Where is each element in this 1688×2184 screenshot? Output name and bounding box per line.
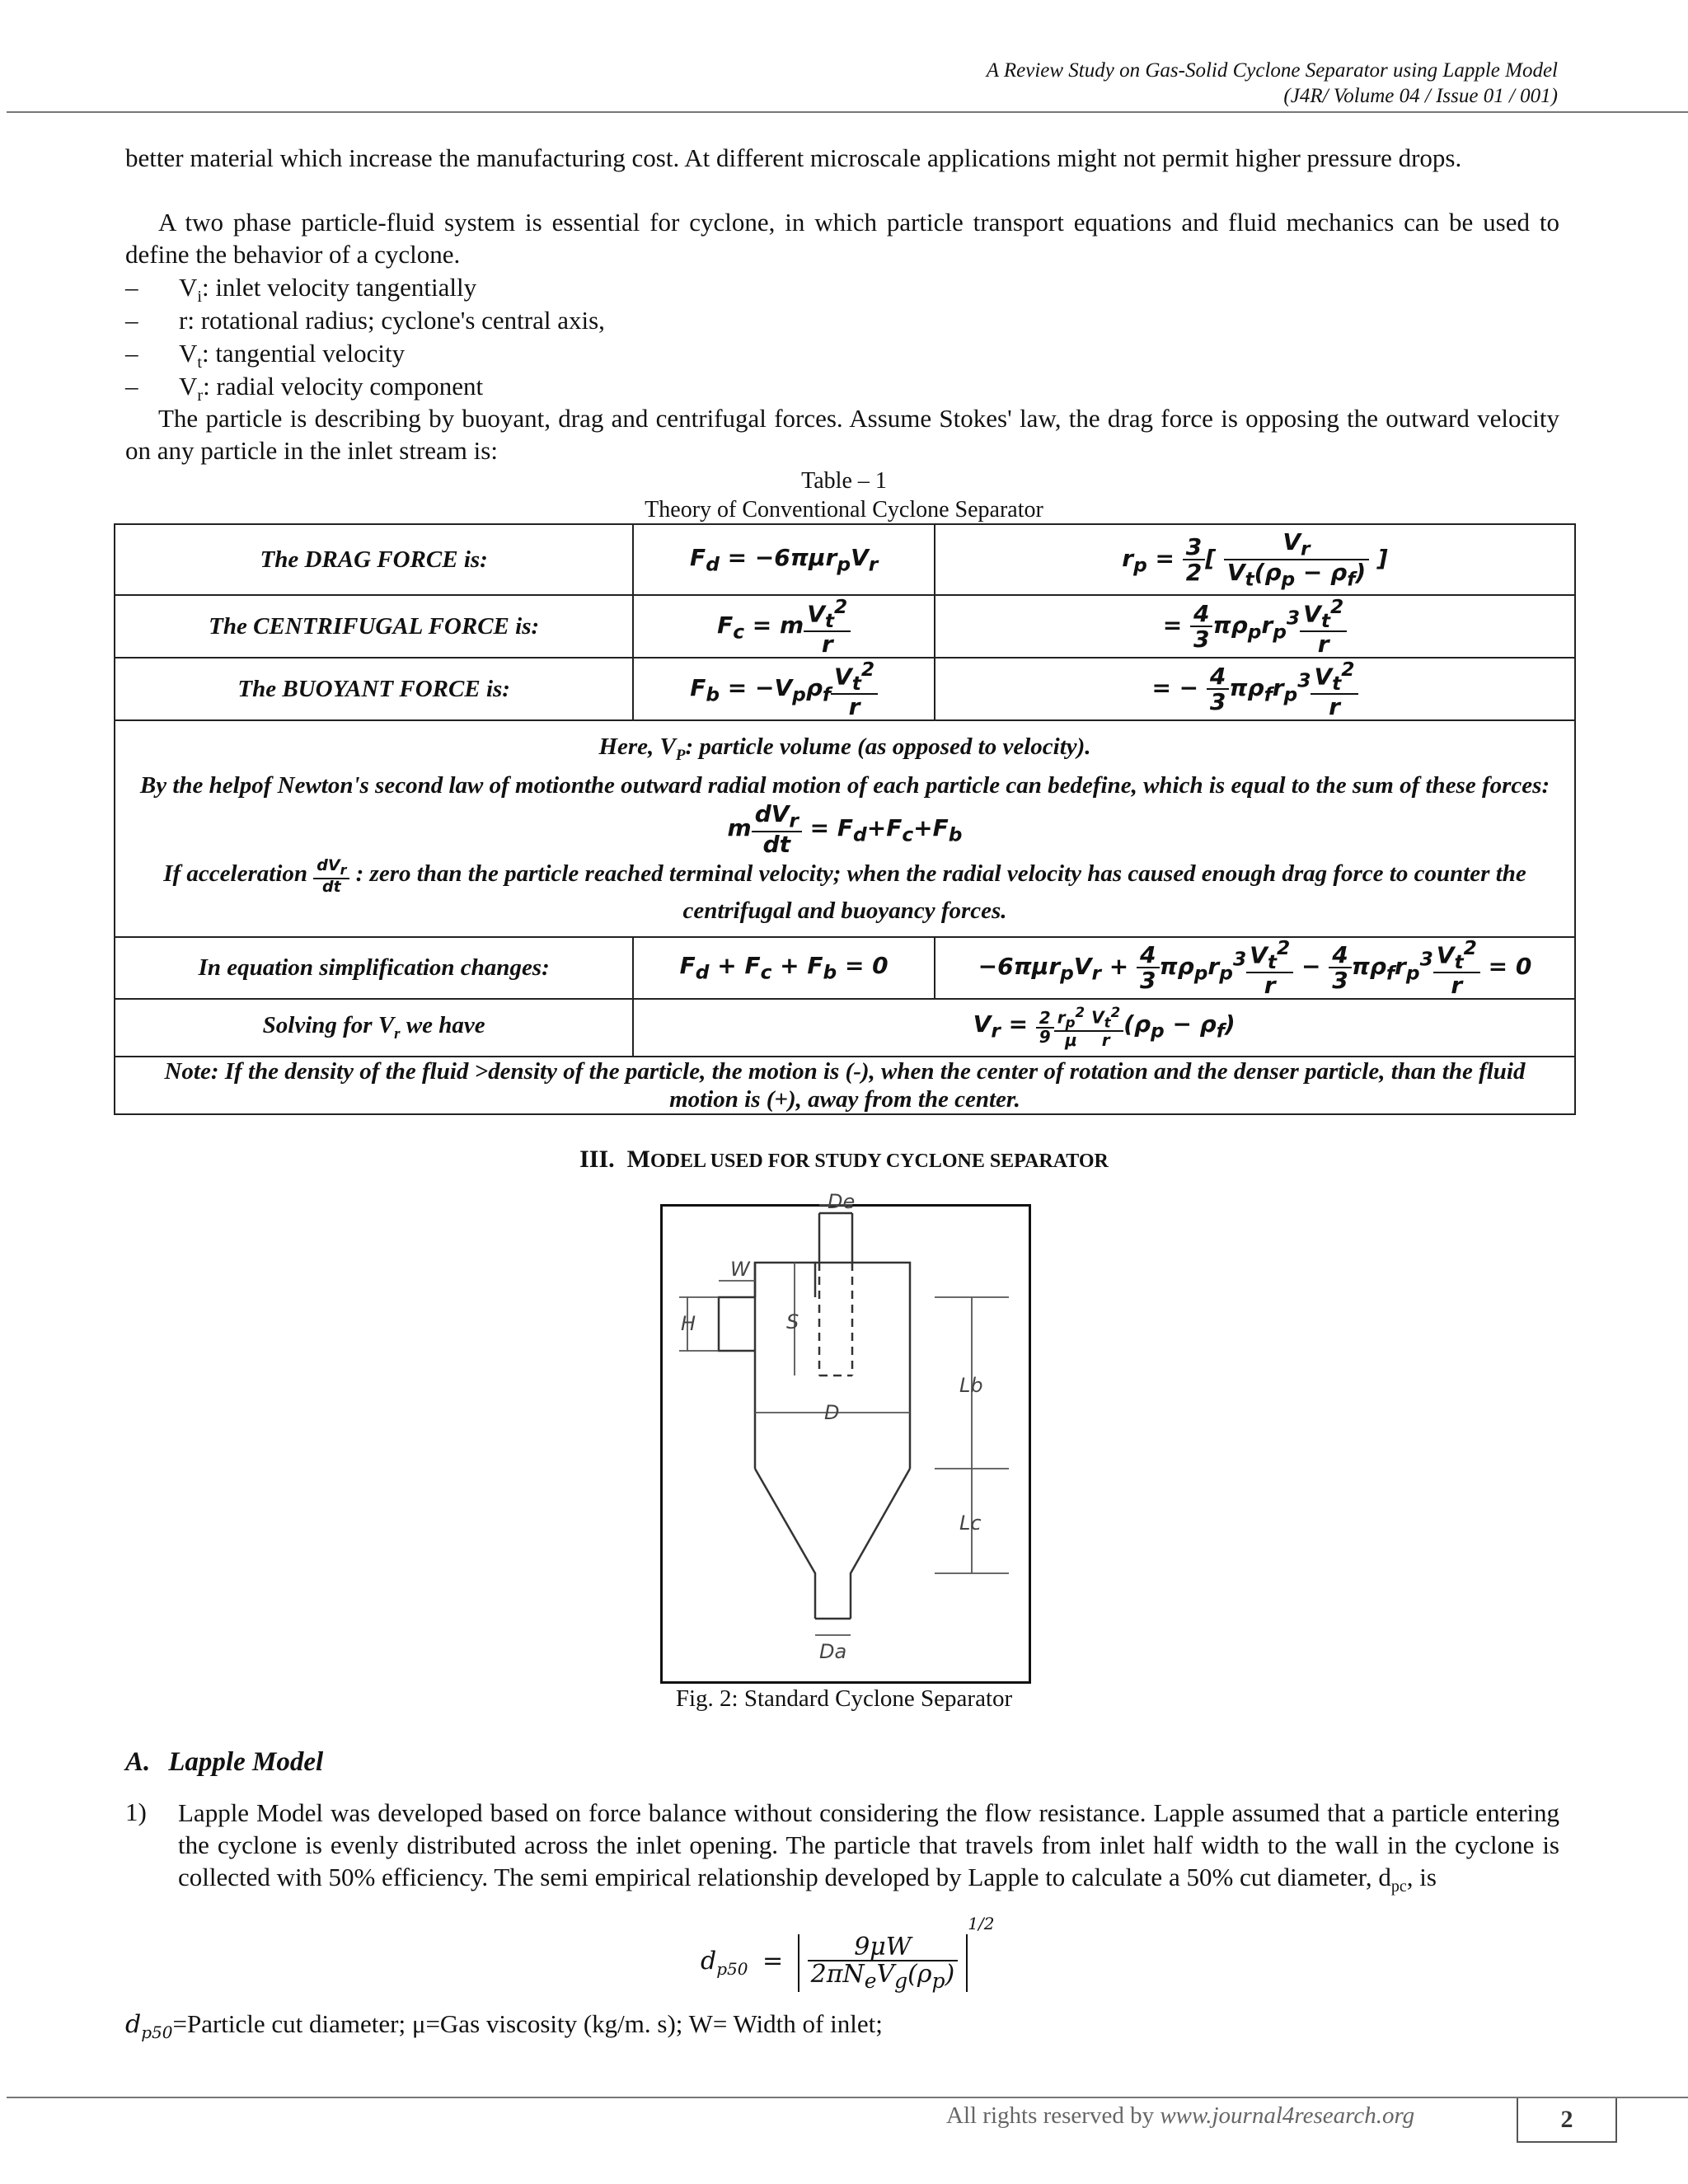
- lapple-item-number: 1): [125, 1797, 147, 1826]
- bullet-item: – r: rotational radius; cyclone's central axis,: [125, 306, 605, 335]
- newton-explanation-cell: [115, 720, 1575, 937]
- table-caption: [0, 466, 1688, 524]
- density-note: Note: If the density of the fluid >density of the particle, the motion is (-), when the center of rotation and the denser particle, than the fluid motion is (+), away from the center.: [115, 1057, 1575, 1114]
- table-row: [115, 999, 1575, 1057]
- lapple-equation: $d_{p50}$ = $\frac{9\mu W}{2\pi N_eV_g(\rho_p)}$ $^{1/2}$: [701, 1914, 995, 1994]
- table-label: Table – 1: [801, 468, 887, 494]
- intro-paragraph-2: A two phase particle-fluid system is essential for cyclone, in which particle transport equations and fluid mechanics can be used to define the behavior of a cyclone.: [125, 208, 1559, 269]
- lapple-paragraph: Lapple Model was developed based on force balance without considering the flow resistance. Lapple assumed that a particle entering the cyclone is evenly distributed across the inlet opening. The particle that travels from inlet half width to the wall in the cyclone is collected with 50% efficiency. The semi empirical relationship developed by Lapple to calculate a 50% cut diameter, $d_{pc}$, is: [178, 1798, 1559, 1896]
- buoyant-force-expansion: = − $\frac{4}{3}$ $\pi\rho_fr_p^3$ $\frac{V_t^2}{r}$: [935, 658, 1575, 720]
- label-Lc: Lc: [959, 1511, 982, 1535]
- cyclone-diagram: [663, 1190, 1029, 1681]
- table-row: [115, 524, 1575, 595]
- bullet-item: – $V_i$: inlet velocity tangentially: [125, 273, 477, 307]
- header-issue: (J4R/ Volume 04 / Issue 01 / 001): [1283, 85, 1558, 107]
- running-header: [987, 58, 1558, 109]
- label-Da: Da: [819, 1640, 847, 1663]
- intro-paragraph-3: The particle is describing by buoyant, drag and centrifugal forces. Assume Stokes' law, the drag force is opposing the outward velocity on any particle in the inlet stream is:: [125, 404, 1559, 465]
- particle-radius-equation: $r_p$ = $\frac{3}{2}$ [ $\frac{V_r}{V_t(\rho_p - \rho_f)}$ ]: [935, 524, 1575, 595]
- centrifugal-force-label: The CENTRIFUGAL FORCE is:: [115, 595, 633, 658]
- footer-link[interactable]: www.journal4research.org: [1160, 2102, 1415, 2129]
- header-title: A Review Study on Gas-Solid Cyclone Separator using Lapple Model: [986, 59, 1558, 82]
- label-S: S: [786, 1310, 799, 1333]
- terminal-velocity-text: If acceleration $\frac{dV_r}{dt}$ : zero than the particle reached terminal velocity; when the radial velocity has caused enough drag force to counter the centrifugal and buoyancy forces.: [163, 856, 1526, 924]
- table-row: [115, 937, 1575, 999]
- footer-rule: [7, 2097, 1688, 2098]
- solving-label: Solving for $V_r$ we have: [115, 999, 633, 1057]
- inlet-outline: [755, 1263, 815, 1297]
- drag-force-label: The DRAG FORCE is:: [115, 524, 633, 595]
- expanded-balance-equation: $-6\pi\mu r_pV_r$ + $\frac{4}{3}$ $\pi\rho_pr_p^3$ $\frac{V_t^2}{r}$ − $\frac{4}{3}$ $\pi\rho_fr_p^3$ $\frac{V_t^2}{r}$ = 0: [935, 937, 1575, 999]
- subsection-heading: A. Lapple Model: [125, 1747, 324, 1777]
- lapple-definitions: $d_{p50}=Particle$ cut diameter; μ=Gas viscosity (kg/m. s); W= Width of inlet;: [125, 2009, 883, 2042]
- label-D: D: [824, 1401, 840, 1424]
- label-Lb: Lb: [959, 1374, 983, 1397]
- label-De: De: [828, 1190, 856, 1213]
- centrifugal-force-equation: $F_c = m$ $\frac{V_t^2}{r}$: [633, 595, 935, 658]
- centrifugal-force-expansion: = $\frac{4}{3}$ $\pi\rho_pr_p^3$ $\frac{V_t^2}{r}$: [935, 595, 1575, 658]
- force-balance-equation: $F_d + F_c + F_b = 0$: [633, 937, 935, 999]
- drag-force-equation: $F_d = -6\pi\mu r_pV_r$: [633, 524, 935, 595]
- inlet-duct: [719, 1297, 755, 1351]
- cone-right: [851, 1469, 910, 1619]
- vortex-finder: [819, 1213, 852, 1263]
- particle-volume-note: Here, $V_P$: particle volume (as opposed to velocity).: [598, 733, 1091, 764]
- newton-text: By the helpof Newton's second law of motionthe outward radial motion of each particle can bedefine, which is equal to the sum of these forces:: [139, 771, 1550, 799]
- buoyant-force-equation: $F_b = -V_p\rho_f$ $\frac{V_t^2}{r}$: [633, 658, 935, 720]
- page-number: 2: [1517, 2098, 1617, 2143]
- intro-paragraph-1: better material which increase the manufacturing cost. At different microscale applications might not permit higher pressure drops.: [125, 143, 1462, 172]
- figure-caption: Fig. 2: Standard Cyclone Separator: [675, 1685, 1013, 1712]
- section-heading: III. MODEL USED FOR STUDY CYCLONE SEPARATOR: [579, 1146, 1109, 1173]
- simplification-label: In equation simplification changes:: [115, 937, 633, 999]
- table-row: [115, 595, 1575, 658]
- cyclone-figure: [660, 1190, 1031, 1684]
- newton-equation: m $\frac{dV_r}{dt}$ = $F_d+F_c+F_b$: [727, 799, 963, 859]
- table-title: Theory of Conventional Cyclone Separator: [645, 497, 1043, 523]
- radial-velocity-solution: $V_r$ = $\frac{2}{9}$ $\frac{r_p^2}{\mu}$ $\frac{V_t^2}{r}$ $(\rho_p - \rho_f)$: [633, 999, 1575, 1057]
- table-row: [115, 1057, 1575, 1114]
- theory-table: [114, 523, 1576, 1115]
- footer-rights: All rights reserved by www.journal4research.org: [946, 2102, 1415, 2129]
- cylinder-wall: [815, 1263, 910, 1469]
- buoyant-force-label: The BUOYANT FORCE is:: [115, 658, 633, 720]
- cone-left: [755, 1469, 815, 1619]
- label-W: W: [730, 1258, 750, 1281]
- bullet-item: – $V_r$: radial velocity component: [125, 372, 484, 405]
- bullet-item: – $V_t$: tangential velocity: [125, 339, 406, 373]
- header-rule: [7, 111, 1688, 113]
- label-H: H: [681, 1312, 696, 1335]
- table-row: [115, 658, 1575, 720]
- table-row: [115, 720, 1575, 937]
